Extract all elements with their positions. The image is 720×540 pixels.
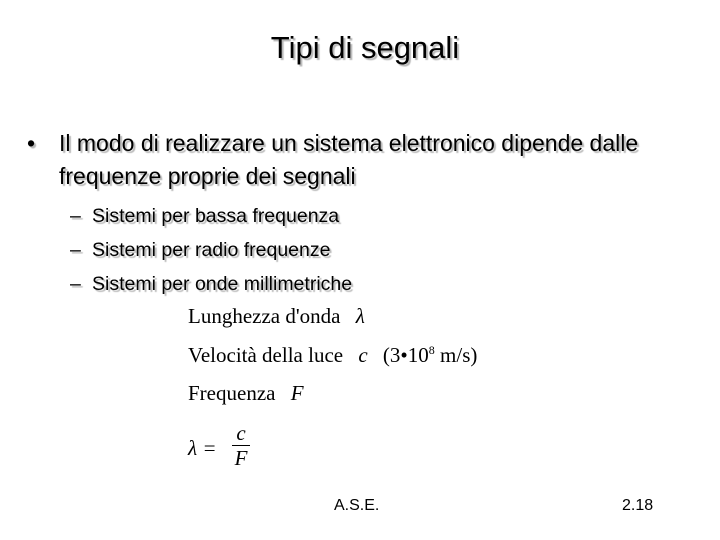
equation-fraction [232, 422, 250, 469]
fraction-denominator: F [234, 446, 248, 470]
bullet-symbol: • [27, 130, 36, 156]
speed-of-light-line [188, 343, 477, 368]
sub-item-label: Sistemi per bassa frequenza [92, 205, 340, 227]
speed-value-suffix: m/s) [434, 343, 478, 367]
speed-exponent: 8 [428, 343, 435, 357]
main-bullet-text: Il modo di realizzare un sistema elettronico dipende dalle frequenze proprie dei segnali [59, 130, 639, 189]
wavelength-symbol: λ [355, 304, 365, 328]
sub-item-label: Sistemi per radio frequenze [92, 239, 331, 261]
speed-symbol: c [358, 343, 368, 367]
fraction-numerator: c [236, 421, 246, 445]
dash-symbol: – [70, 205, 81, 227]
speed-value-prefix: (3•10 [382, 343, 429, 367]
sub-item-label: Sistemi per onde millimetriche [92, 273, 353, 295]
frequency-label: Frequenza [188, 381, 276, 405]
wavelength-label: Lunghezza d'onda [188, 304, 341, 328]
dash-symbol: – [70, 239, 81, 261]
footer-page-number: 2.18 [622, 497, 654, 514]
equation-lhs: λ = [188, 436, 217, 460]
slide-title: Tipi di segnali [270, 30, 460, 65]
frequency-line [188, 381, 304, 406]
dash-symbol: – [70, 273, 81, 295]
frequency-symbol: F [290, 381, 304, 405]
wavelength-line [188, 304, 365, 329]
speed-label: Velocità della luce [188, 343, 344, 367]
footer-course-label: A.S.E. [334, 497, 380, 514]
